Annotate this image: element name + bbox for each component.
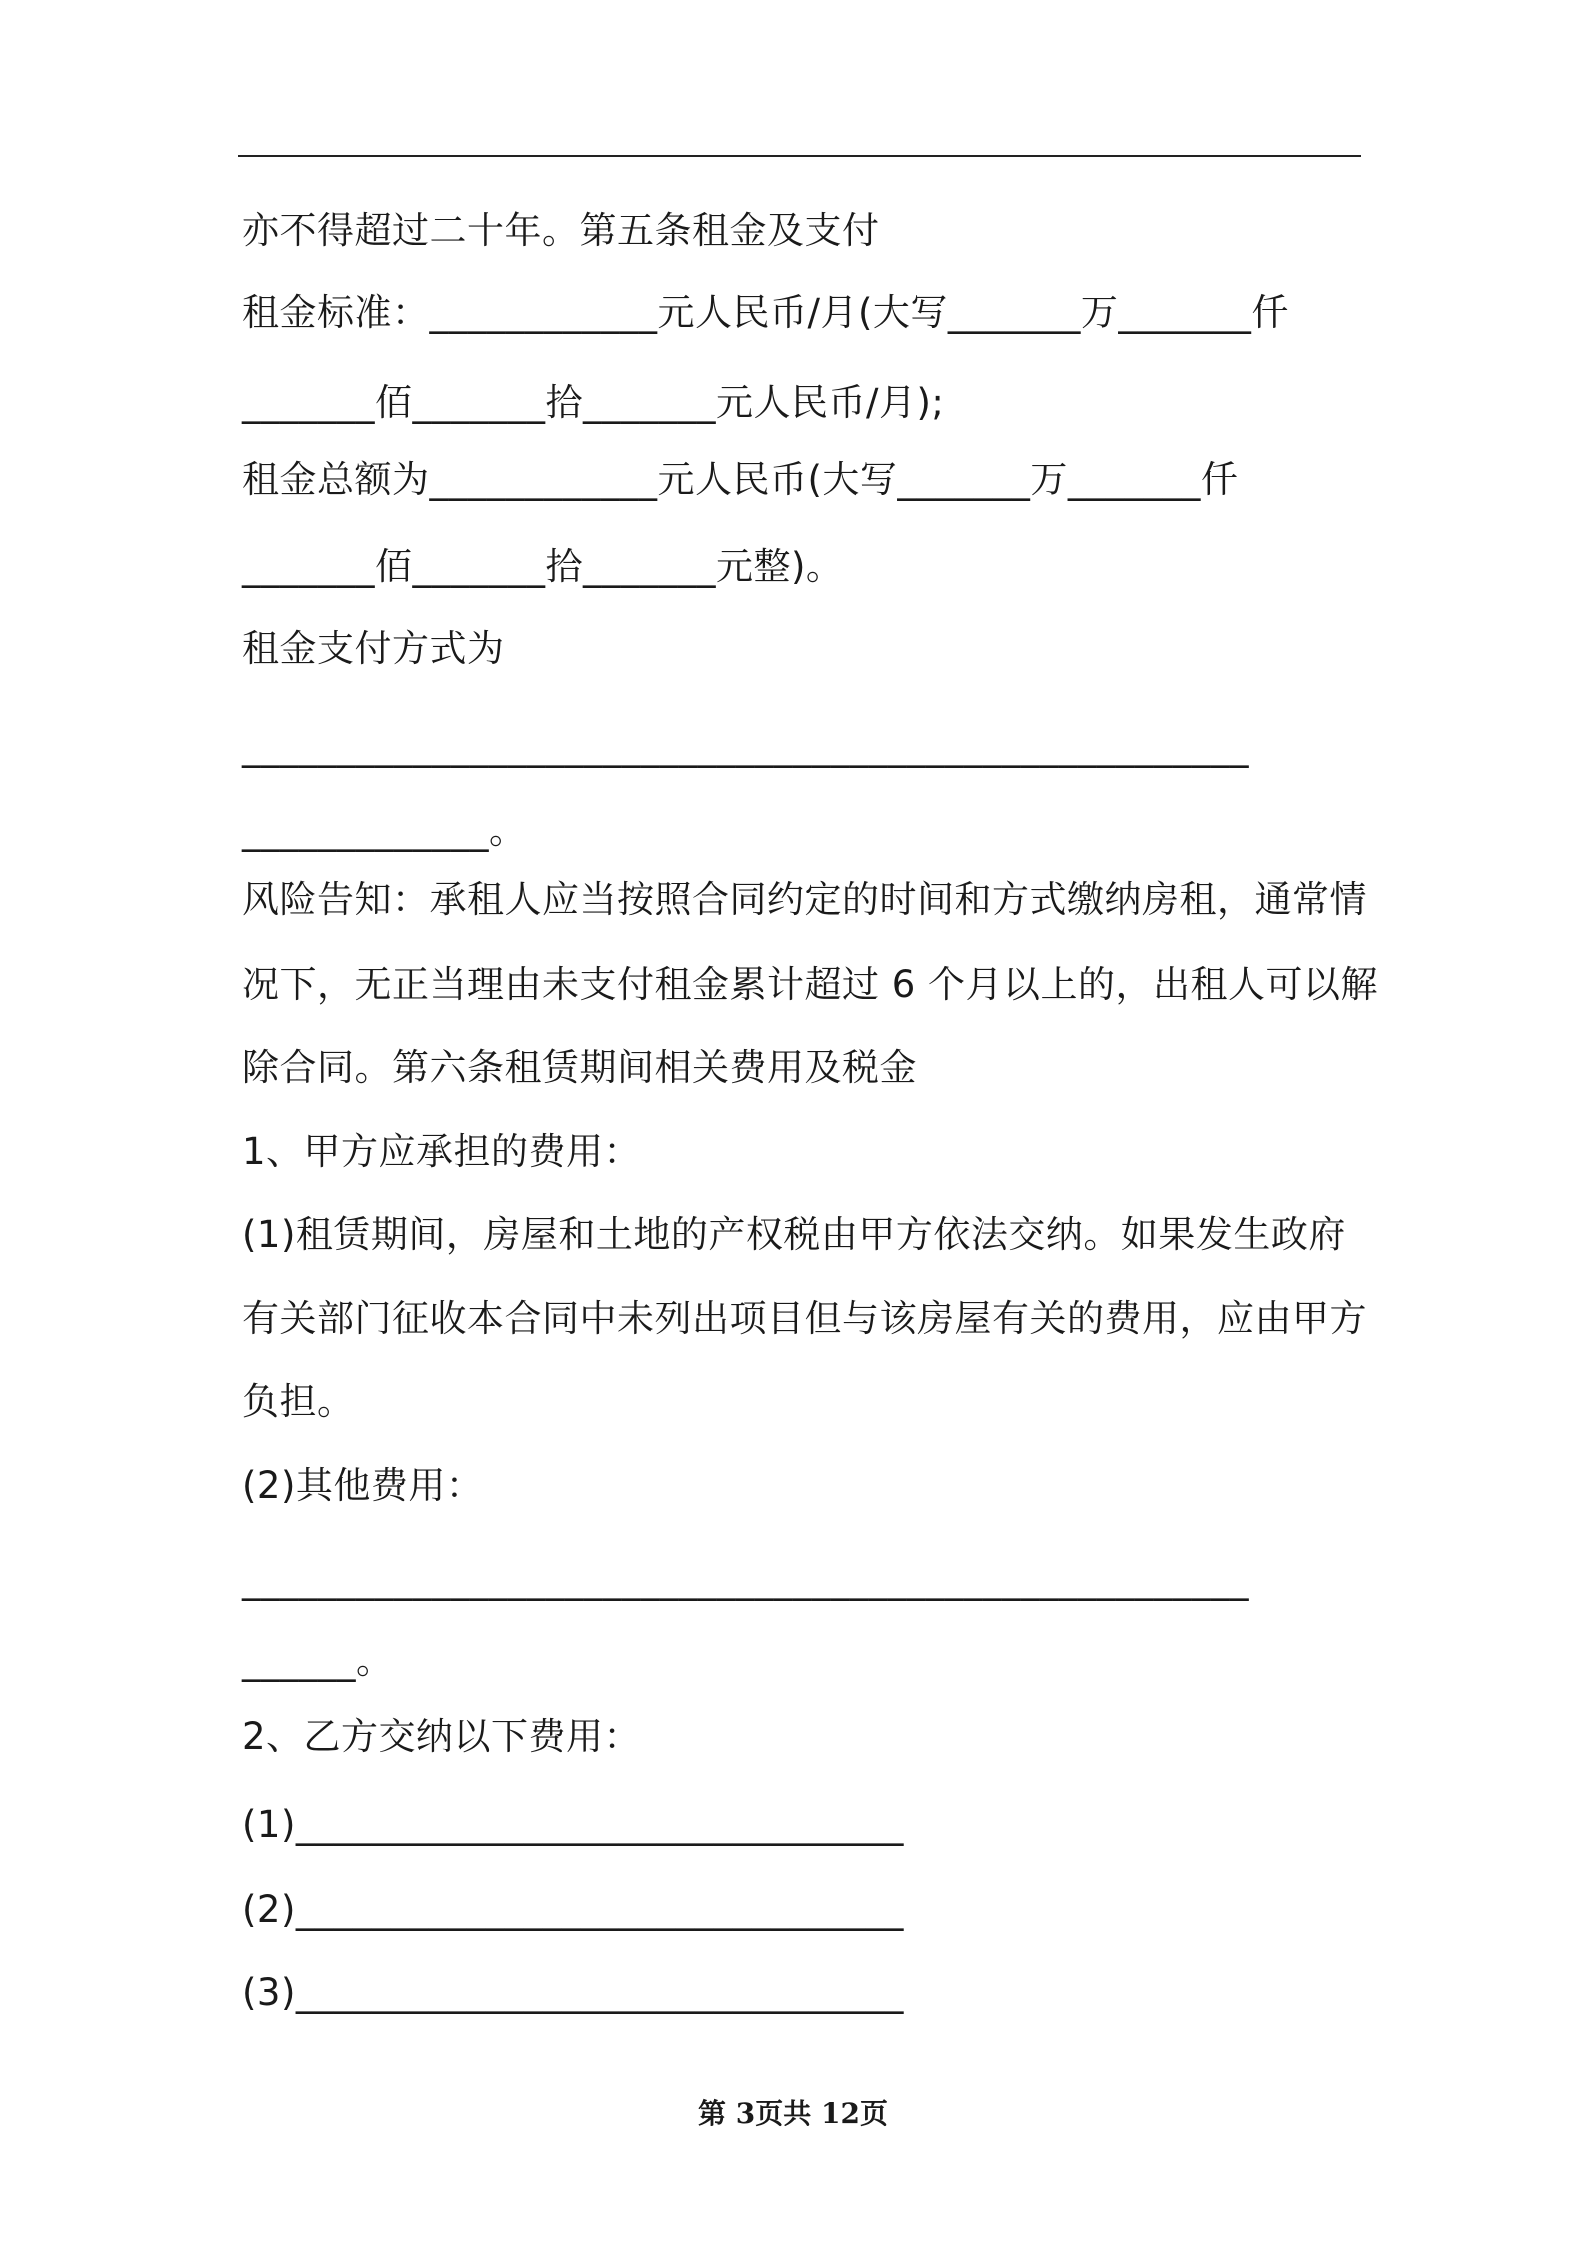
text-line: 风险告知：承租人应当按照合同约定的时间和方式缴纳房租，通常情 (242, 878, 1367, 921)
text-line: 1、甲方应承担的费用： (242, 1130, 642, 1173)
text-line: (3)________________________________ (242, 1971, 904, 2014)
text-line: _______佰_______拾_______元人民币/月); (242, 381, 945, 424)
text-line: 负担。 (242, 1380, 355, 1423)
text-line: _____________。 (242, 809, 527, 852)
text-line: _______佰_______拾_______元整)。 (242, 545, 844, 588)
text-line: _____________________________________________________ (242, 1558, 1249, 1601)
text-line: _____________________________________________________ (242, 725, 1249, 768)
text-line: 租金总额为____________元人民币(大写_______万_______仟 (242, 458, 1239, 501)
text-line: 亦不得超过二十年。第五条租金及支付 (242, 209, 880, 252)
text-line: 有关部门征收本合同中未列出项目但与该房屋有关的费用，应由甲方 (242, 1297, 1367, 1340)
text-line: ______。 (242, 1639, 394, 1682)
text-line: (1)租赁期间，房屋和土地的产权税由甲方依法交纳。如果发生政府 (242, 1213, 1346, 1256)
text-line: (2)其他费用： (242, 1464, 484, 1507)
text-line: 租金支付方式为 (242, 627, 505, 670)
text-line: 2、乙方交纳以下费用： (242, 1715, 642, 1758)
header-rule (238, 155, 1361, 157)
text-line: 除合同。第六条租赁期间相关费用及税金 (242, 1046, 917, 1089)
text-line: 况下，无正当理由未支付租金累计超过 6 个月以上的，出租人可以解 (242, 963, 1379, 1006)
text-line: 租金标准：____________元人民币/月(大写_______万_______仟 (242, 291, 1289, 334)
page-number: 第 3页共 12页 (698, 2097, 888, 2130)
text-line: (2)________________________________ (242, 1888, 904, 1931)
text-line: (1)________________________________ (242, 1803, 904, 1846)
